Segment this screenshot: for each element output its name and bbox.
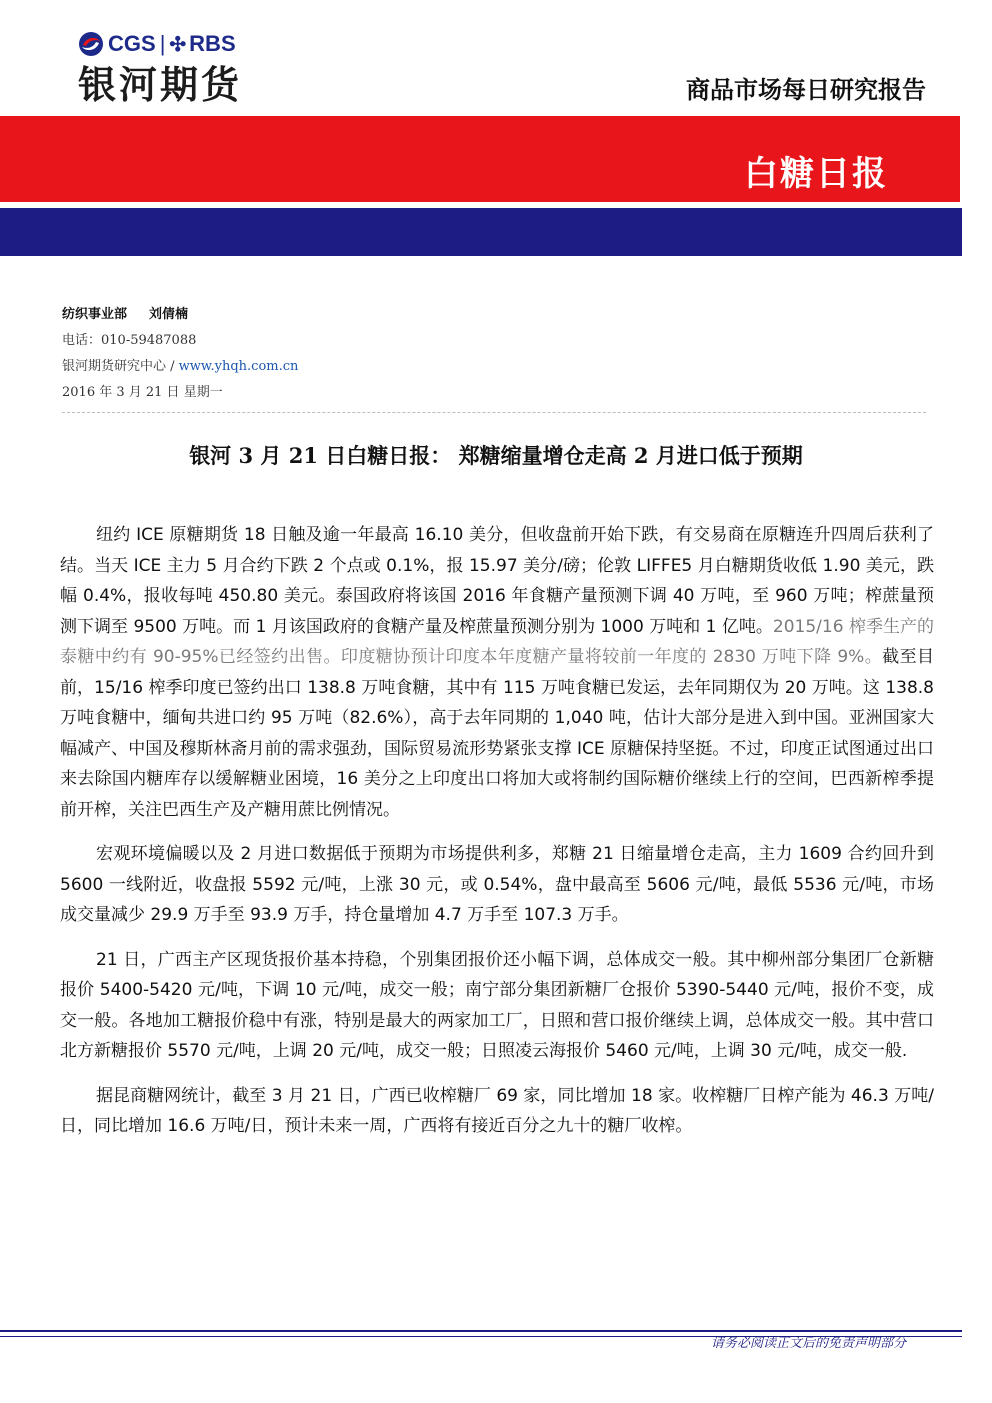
logo-separator: | — [159, 31, 166, 56]
paragraph-1-part-c: 截至目前，15/16 榨季印度已签约出口 138.8 万吨食糖，其中有 115 万吨食糖已发运，去年同期仅为 20 万吨。这 138.8 万吨食糖中，缅甸共进口约 95 万吨（82.6%），高于去年同期的 1,040 吨，估计大部分是进入到中国。亚洲国家大幅减产、中国及穆斯林斋月前的需求强劲，国际贸易流形势紧张支撑 ICE 原糖保持坚挺。不过，印度正试图通过出口来去除国内糖库存以缓解糖业困境，16 美分之上印度出口将加大或将制约国际糖价继续上行的空间，巴西新榨季提前开榨，关注巴西生产及产糖用蔗比例情况。 — [60, 647, 934, 820]
paragraph-1-part-a: 纽约 ICE 原糖期货 18 日触及逾一年最高 16.10 美分，但收盘前开始下跌，有交易商在原糖连升四周后获利了结。当天 ICE 主力 5 月合约下跌 2 个点或 0.1%，报 15.97 美分/磅；伦敦 LIFFE5 月白糖期货收低 1.90 美元，跌幅 0.4%，报收每吨 450.80 美元。泰国政府将该国 2016 年食糖产量预测下调 40 万吨，至 960 万吨；榨蔗量预测下调至 9500 万吨。而 1 月该国政府的食糖产量及榨蔗量预测分别为 1000 万吨和 1 亿吨。 — [60, 525, 934, 637]
paragraph-international — [60, 520, 934, 825]
paragraph-spot: 21 日，广西主产区现货报价基本持稳，个别集团报价还小幅下调，总体成交一般。其中柳州部分集团厂仓新糖报价 5400-5420 元/吨，下调 10 元/吨，成交一般；南宁部分集团新糖厂仓报价 5390-5440 元/吨，报价不变，成交一般。各地加工糖报价稳中有涨，特别是最大的两家加工厂，日照和营口报价继续上调，总体成交一般。其中营口北方新糖报价 5570 元/吨，上调 20 元/吨，成交一般；日照凌云海报价 5460 元/吨，上调 30 元/吨，成交一般. — [60, 949, 934, 1061]
logo-chinese-name: 银河期货 — [78, 63, 243, 107]
report-type: 商品市场每日研究报告 — [686, 76, 926, 104]
author-name: 刘倩楠 — [149, 307, 189, 322]
logo-cgs-text: CGS — [108, 31, 156, 56]
paragraph-futures: 宏观环境偏暖以及 2 月进口数据低于预期为市场提供利多，郑糖 21 日缩量增仓走高，主力 1609 合约回升到 5600 一线附近，收盘报 5592 元/吨，上涨 30 元，或 0.54%，盘中最高至 5606 元/吨，最低 5536 元/吨，市场成交量减少 29.9 万手至 93.9 万手，持仓量增加 4.7 万手至 107.3 万手。 — [60, 844, 934, 925]
department: 纺织事业部 — [62, 307, 128, 322]
article-body — [60, 520, 934, 1156]
divider — [62, 412, 926, 413]
phone: 电话：010-59487088 — [62, 333, 197, 348]
report-meta — [62, 302, 298, 406]
band-title: 白糖日报 — [744, 154, 888, 194]
website-link[interactable]: www.yhqh.com.cn — [178, 359, 299, 374]
rbs-daisy-icon: ✣ — [169, 33, 187, 56]
cgs-swirl-icon — [78, 31, 104, 57]
paragraph-statistics: 据昆商糖网统计，截至 3 月 21 日，广西已收榨糖厂 69 家，同比增加 18 家。收榨糖厂日榨产能为 46.3 万吨/日，同比增加 16.6 万吨/日，预计未来一周，广西将有接近百分之九十的糖厂收榨。 — [60, 1085, 934, 1136]
company-logo — [78, 30, 278, 114]
author-line — [62, 302, 298, 328]
article-headline: 银河 3 月 21 日白糖日报： 郑糖缩量增仓走高 2 月进口低于预期 — [189, 443, 803, 468]
research-center: 银河期货研究中心 / — [62, 359, 179, 374]
report-date: 2016 年 3 月 21 日 星期一 — [62, 385, 223, 400]
paragraph-1-part-b: 2015/16 榨季生产的泰糖中约有 90-95%已经签约出售。印度糖协预计印度本年度糖产量将较前一年度的 2830 万吨下降 9%。 — [60, 616, 934, 667]
logo-cgs-rbs — [78, 30, 278, 58]
navy-band — [0, 208, 962, 256]
logo-rbs-text: RBS — [189, 31, 236, 56]
research-center-line — [62, 354, 298, 380]
red-title-band — [0, 116, 960, 202]
disclaimer-note: 请务必阅读正文后的免责声明部分 — [710, 1336, 906, 1351]
